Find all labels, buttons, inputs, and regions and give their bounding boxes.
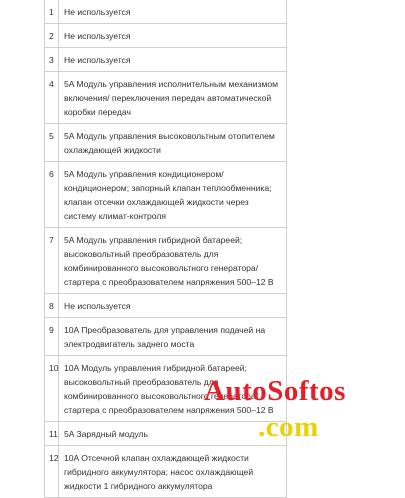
table-row [45,72,287,124]
watermark-logo-text: AutoSoftos [204,375,346,407]
table-row [45,318,287,356]
fuse-description: 10A Отсечной клапан охлаждающей жидкости гибридного аккумулятора; насос охлаждающей жидкости 1 гибридного аккумулятора [59,446,287,498]
fuse-number: 2 [45,24,59,48]
fuse-description: 5A Зарядный модуль [59,422,287,446]
watermark-logo-domain [258,410,319,444]
fuse-number: 4 [45,72,59,124]
fuse-number: 11 [45,422,59,446]
fuse-number: 10 [45,356,59,422]
fuse-number: 1 [45,0,59,24]
fuse-description: 5A Модуль управления кондиционером/ кондиционером; запорный клапан теплообменника; клапан отсечки охлаждающей жидкости через систему климат-контроля [59,162,287,228]
fuse-description: Не используется [59,294,287,318]
fuse-number: 7 [45,228,59,294]
fuse-number: 6 [45,162,59,228]
table-row [45,124,287,162]
table-row [45,228,287,294]
table-row [45,162,287,228]
table-row [45,446,287,498]
fuse-number: 9 [45,318,59,356]
fuse-number: 8 [45,294,59,318]
fuse-description: 5A Модуль управления исполнительным механизмом включения/ переключения передач автоматической коробки передач [59,72,287,124]
table-row [45,48,287,72]
fuse-description: 10A Модуль управления гибридной батареей; высоковольтный преобразователь для комбинированного высоковольтного генератора/стартера с преобразователем напряжения 500–12 В [59,356,287,422]
fuse-description: 10A Преобразователь для управления подачей на электродвигатель заднего моста [59,318,287,356]
fuse-number: 5 [45,124,59,162]
fuse-number: 3 [45,48,59,72]
fuse-description: 5A Модуль управления высоковольтным отопителем охлаждающей жидкости [59,124,287,162]
fuse-number: 12 [45,446,59,498]
watermark-logo-tld: .com [258,411,319,443]
fuse-description: Не используется [59,24,287,48]
fuse-description: Не используется [59,0,287,24]
table-row [45,0,287,24]
fuse-description: Не используется [59,48,287,72]
fuse-description: 5A Модуль управления гибридной батареей; высоковольтный преобразователь для комбинированного высоковольтного генератора/стартера с преобразователем напряжения 500–12 В [59,228,287,294]
table-row [45,24,287,48]
table-row [45,422,287,446]
table-row [45,294,287,318]
fuse-table [44,0,287,498]
fuse-table-body [45,0,287,498]
